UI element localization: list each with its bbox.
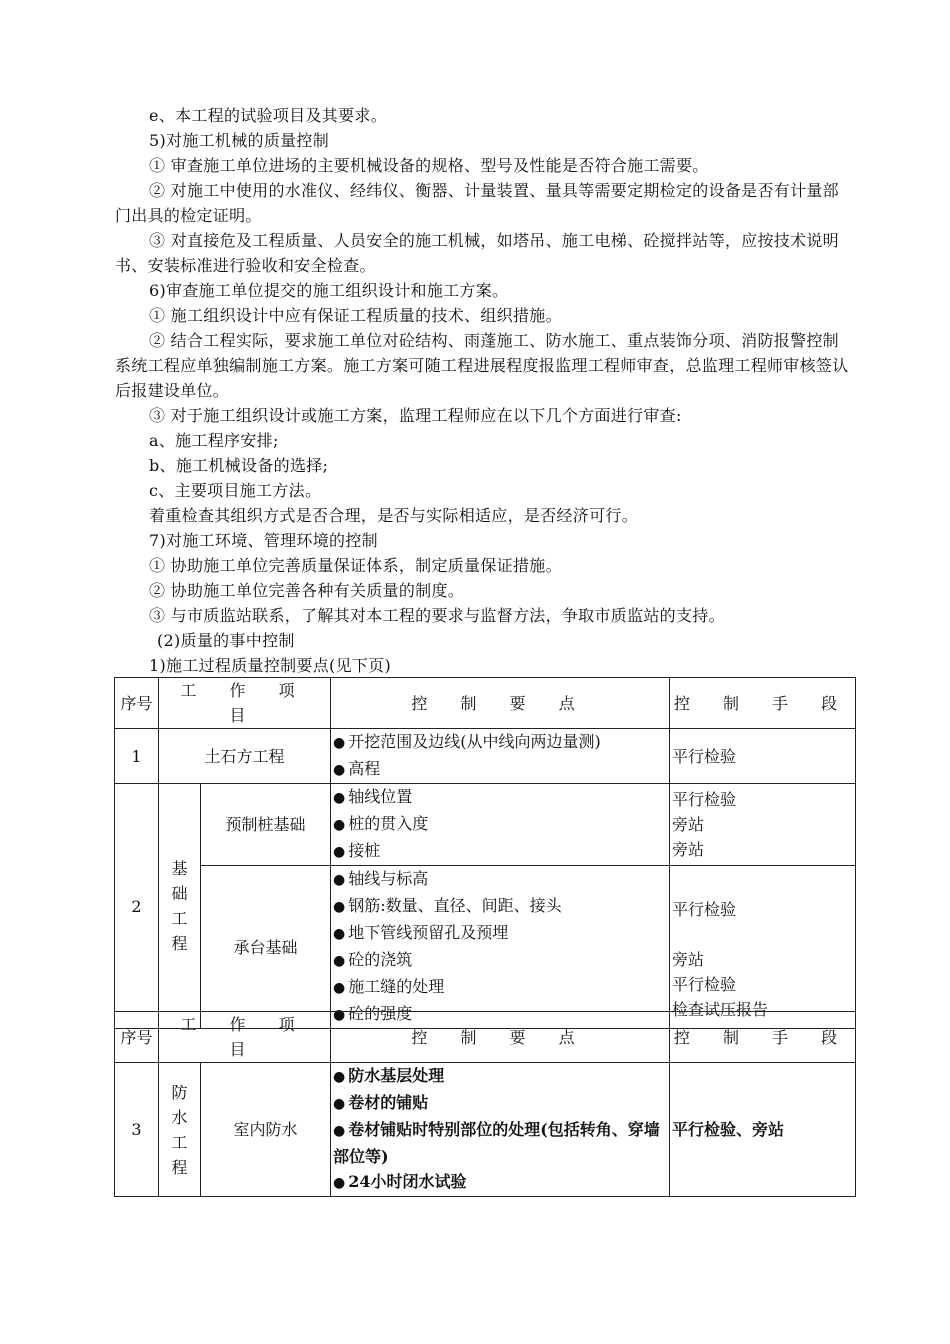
paragraph: ① 审查施工单位进场的主要机械设备的规格、型号及性能是否符合施工需要。 [149,156,709,175]
control-table-1 [114,677,856,1029]
control-point: 卷材铺贴时特别部位的处理(包括转角、穿墙部位等) [333,1120,660,1166]
control-point: 桩的贯入度 [348,814,429,833]
bullet-icon: ● [333,817,346,833]
paragraph: ③ 对直接危及工程质量、人员安全的施工机械，如塔吊、施工电梯、砼搅拌站等，应按技术说明书、安装标准进行验收和安全检查。 [115,231,839,275]
control-means [672,872,853,897]
control-point: 卷材的铺贴 [348,1093,429,1112]
control-means: 旁站 [672,815,705,834]
paragraph: 着重检查其组织方式是否合理，是否与实际相适应，是否经济可行。 [149,506,639,525]
header-seq: 序号 [115,1012,159,1063]
row-points [331,729,670,784]
paragraph: e、本工程的试验项目及其要求。 [149,106,387,125]
table-row [115,1063,856,1197]
control-point: 开挖范围及边线(从中线向两边量测) [348,732,601,751]
control-point: 砼的浇筑 [348,950,413,969]
control-point: 轴线位置 [348,787,413,806]
row-means: 平行检验、旁站 [670,1063,856,1197]
paragraph: ③ 对于施工组织设计或施工方案，监理工程师应在以下几个方面进行审查: [149,406,682,425]
row-item: 土石方工程 [159,729,331,784]
row-subitem: 承台基础 [201,866,331,1029]
row-means [670,784,856,866]
list-item: c、主要项目施工方法。 [149,481,322,500]
control-point: 砼的强度 [348,1004,413,1023]
bullet-icon: ● [333,872,346,888]
list-item: a、施工程序安排; [149,431,279,450]
row-category [159,1063,201,1197]
control-point: 接桩 [348,841,381,860]
category-char: 程 [171,934,188,953]
table-row [115,729,856,784]
header-points: 控 制 要 点 [331,678,670,729]
bullet-icon: ● [333,1069,346,1085]
control-means: 检查试压报告 [672,1000,769,1019]
control-point: 轴线与标高 [348,869,429,888]
paragraph: ③ 与市质监站联系，了解其对本工程的要求与监督方法，争取市质监站的支持。 [149,606,725,625]
row-seq: 3 [115,1063,159,1197]
row-subitem: 室内防水 [201,1063,331,1197]
paragraph: ② 协助施工单位完善各种有关质量的制度。 [149,581,465,600]
bullet-icon: ● [333,762,346,778]
section-heading: (2)质量的事中控制 [157,631,295,650]
row-points [331,866,670,1029]
category-char: 水 [171,1107,188,1127]
header-means: 控 制 手 段 [670,678,856,729]
paragraph: ② 结合工程实际，要求施工单位对砼结构、雨蓬施工、防水施工、重点装饰分项、消防报警控制系统工程应单独编制施工方案。施工方案可随工程进展程度报监理工程师审查，总监理工程师审核签认后报建设单位。 [115,331,849,400]
control-point: 24小时闭水试验 [348,1172,467,1191]
control-means: 平行检验 [672,790,737,809]
bullet-icon: ● [333,953,346,969]
section-heading: 6)审查施工单位提交的施工组织设计和施工方案。 [149,281,509,300]
category-char: 工 [171,1132,188,1152]
row-means: 平行检验 [670,729,856,784]
control-point: 钢筋:数量、直径、间距、接头 [348,896,562,915]
row-seq: 2 [115,784,159,1029]
control-means: 平行检验 [672,900,737,919]
bullet-icon: ● [333,1123,346,1139]
row-seq: 1 [115,729,159,784]
list-item: b、施工机械设备的选择; [149,456,329,475]
bullet-icon: ● [333,1096,346,1112]
paragraph: ① 施工组织设计中应有保证工程质量的技术、组织措施。 [149,306,562,325]
paragraph: ② 对施工中使用的水准仪、经纬仪、衡器、计量装置、量具等需要定期检定的设备是否有计量部门出具的检定证明。 [115,181,839,225]
paragraph: ① 协助施工单位完善质量保证体系，制定质量保证措施。 [149,556,562,575]
table-header-row [115,678,856,729]
bullet-icon: ● [333,980,346,996]
control-means: 平行检验 [672,975,737,994]
control-table-2 [114,1011,856,1197]
table-row [115,866,856,1029]
control-point: 防水基层处理 [348,1066,445,1085]
table-header-row [115,1012,856,1063]
category-char: 工 [171,909,188,928]
row-points [331,1063,670,1197]
category-char: 础 [171,884,188,903]
header-points: 控 制 要 点 [331,1012,670,1063]
bullet-icon: ● [333,1175,346,1191]
category-char: 基 [171,859,188,878]
control-means: 旁站 [672,840,705,859]
control-point: 施工缝的处理 [348,977,445,996]
control-point: 高程 [348,759,381,778]
section-heading: 7)对施工环境、管理环境的控制 [149,531,378,550]
section-heading: 5)对施工机械的质量控制 [149,131,330,150]
bullet-icon: ● [333,1007,346,1023]
category-char: 防 [171,1082,188,1102]
header-seq: 序号 [115,678,159,729]
category-char: 程 [171,1157,188,1177]
control-point: 地下管线预留孔及预埋 [348,923,509,942]
header-means: 控 制 手 段 [670,1012,856,1063]
table-row [115,784,856,866]
section-heading: 1)施工过程质量控制要点(见下页) [149,656,392,675]
bullet-icon: ● [333,899,346,915]
row-points [331,784,670,866]
bullet-icon: ● [333,790,346,806]
row-category [159,784,201,1029]
header-item: 工 作 项 目 [159,1012,331,1063]
bullet-icon: ● [333,844,346,860]
bullet-icon: ● [333,926,346,942]
row-subitem: 预制桩基础 [201,784,331,866]
control-means: 旁站 [672,950,705,969]
control-means [672,922,853,947]
header-item: 工 作 项 目 [159,678,331,729]
row-means [670,866,856,1029]
bullet-icon: ● [333,735,346,751]
